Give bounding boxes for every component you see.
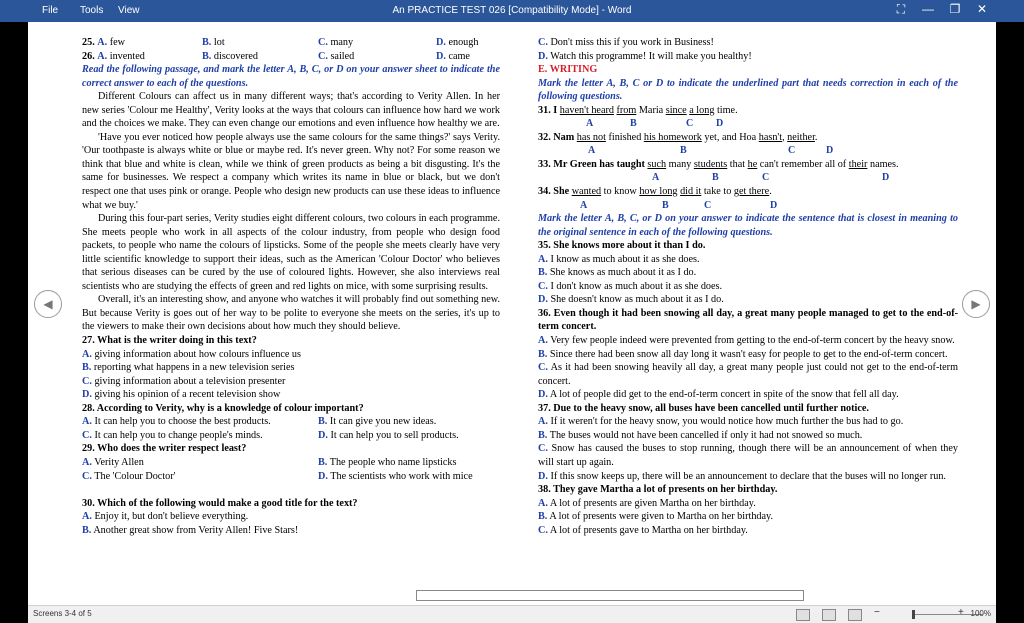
question-30: 30. Which of the following would make a good title for the text? <box>82 497 358 509</box>
q31-letters: A B C D <box>586 118 724 130</box>
passage-paragraph-1: Different Colours can affect us in many different ways; that's according to Verity Allen. In her new series 'Colour me Healthy', Verity looks at the ways that colours can influence how hard we work and the choices we make. They can even change our emotions and even influence how healthy we are. <box>82 91 500 130</box>
section-heading-writing: E. WRITING <box>538 64 598 76</box>
q28-options-cd: C. It can help you to change people's minds. D. It can help you to sell products. <box>82 429 459 441</box>
menu-tools[interactable]: Tools <box>80 5 104 16</box>
question-27: 27. What is the writer doing in this text? <box>82 335 257 347</box>
left-column <box>82 36 500 537</box>
q38-option-a: A. A lot of presents are given Martha on her birthday. <box>538 497 756 509</box>
page-counter: Screens 3-4 of 5 <box>33 609 92 618</box>
q36-option-b: B. Since there had been snow all day long it wasn't easy for people to get to the end-of-term concert. <box>538 348 948 360</box>
q27-option-a: A. giving information about how colours influence us <box>82 348 301 360</box>
question-28: 28. According to Verity, why is a knowledge of colour important? <box>82 402 364 414</box>
next-screen-icon[interactable]: ▶ <box>962 290 990 318</box>
question-25: 25. A. few B. lot C. many D. enough <box>82 37 479 48</box>
question-35: 35. She knows more about it than I do. <box>538 240 706 252</box>
q37-option-c: C. Snow has caused the buses to stop running, though there will be an announcement of when they will start up again. <box>538 443 958 468</box>
q30-option-c: C. Don't miss this if you work in Business! <box>538 37 714 48</box>
passage-paragraph-3: During this four-part series, Verity studies eight different colours, two colours in each programme. She meets people who work in all aspects of the colour industry, from people who design food packets, to people who name the colours of lipsticks. Some of the people she meets clearly have very little scientific knowledge to support their ideas, such as the American 'Colour Doctor' who believes that serious diseases can be cured by the use of coloured lights. However, she also interviews real scientists who are studying the effects of green and red lights on mice, with some surprising results. <box>82 213 500 292</box>
q36-option-d: D. A lot of people did get to the end-of-term concert in spite of the snow that fell all day. <box>538 389 899 401</box>
instruction-reading: Read the following passage, and mark the letter A, B, C, or D on your answer sheet to indicate the correct answer to each of the questions. <box>82 64 500 89</box>
q36-option-c: C. As it had been snowing heavily all day, a great many people just could not get to the end-of-term concert. <box>538 362 959 387</box>
horizontal-scrollbar[interactable] <box>416 590 804 601</box>
passage-paragraph-2: 'Have you ever noticed how people always use the same colours for the same things?' says Verity. 'Our toothpaste is always white or blue or maybe red. It's never green. Why not? For some reason we think that blue and white is clean, while we think of green products as being a bit disgusting. It's the same for businesses. We respect a company which writes its name in blue or black, but we don't respect one that uses pink or orange. People who design new products can use these ideas to influence what we buy.' <box>82 131 500 211</box>
q35-option-c: C. I don't know as much about it as she does. <box>538 280 723 292</box>
question-37: 37. Due to the heavy snow, all buses have been cancelled until further notice. <box>538 402 869 414</box>
q37-option-a: A. If it weren't for the heavy snow, you would notice how much further the bus had to go. <box>538 416 904 428</box>
question-31: 31. I haven't heard from Maria since a long time. <box>538 104 738 116</box>
q27-option-c: C. giving information about a television presenter <box>82 375 286 387</box>
focus-mode-icon[interactable]: ⛶ <box>896 2 906 16</box>
window-title: An PRACTICE TEST 026 [Compatibility Mode] - Word <box>392 5 632 16</box>
q28-options-ab: A. It can help you to choose the best products. B. It can give you new ideas. <box>82 416 437 428</box>
question-38: 38. They gave Martha a lot of presents on her birthday. <box>538 484 778 496</box>
menu-view[interactable]: View <box>118 5 140 16</box>
q30-option-b: B. Another great show from Verity Allen! Five Stars! <box>82 524 299 536</box>
web-layout-icon[interactable] <box>848 609 862 621</box>
q37-option-d: D. If this snow keeps up, there will be an announcement to declare that the buses will no longer run. <box>538 470 946 482</box>
previous-screen-icon[interactable]: ◀ <box>34 290 62 318</box>
q36-option-a: A. Very few people indeed were prevented from getting to the end-of-term concert by the heavy snow. <box>538 335 955 347</box>
menu-file[interactable]: File <box>42 5 59 16</box>
q34-letters: A B C D <box>580 199 778 211</box>
q37-option-b: B. The buses would not have been cancelled if only it had not snowed so much. <box>538 429 863 441</box>
question-33: 33. Mr Green has taught such many students that he can't remember all of their names. <box>538 158 899 170</box>
q38-option-b: B. A lot of presents were given to Martha on her birthday. <box>538 511 774 523</box>
read-mode-icon[interactable] <box>796 609 810 621</box>
question-32: 32. Nam has not finished his homework yet, and Hoa hasn't, neither. <box>538 131 818 143</box>
print-layout-icon[interactable] <box>822 609 836 621</box>
q38-option-c: C. A lot of presents gave to Martha on her birthday. <box>538 524 748 536</box>
right-column <box>538 36 958 537</box>
question-36: 36. Even though it had been snowing all day, a great many people managed to get to the end-of-term concert. <box>538 307 958 333</box>
question-26: 26. A. invented B. discovered C. sailed D. came <box>82 50 470 62</box>
minimize-icon[interactable]: — <box>922 2 934 16</box>
instruction-correction: Mark the letter A, B, C or D to indicate the underlined part that needs correction in each of the following questions. <box>538 77 958 103</box>
q30-option-d: D. Watch this programme! It will make you healthy! <box>538 50 752 62</box>
q33-letters: A B C D <box>652 172 890 184</box>
zoom-in-icon[interactable]: + <box>958 607 964 618</box>
passage-paragraph-4: Overall, it's an interesting show, and anyone who watches it will probably find out something new. But because Verity is goes out of her way to be polite to everyone she meets on the series, it's up to the viewers to make their own decisions about how much they should believe. <box>82 294 500 333</box>
right-margin <box>996 22 1024 622</box>
q30-option-a: A. Enjoy it, but don't believe everything. <box>82 511 249 523</box>
restore-icon[interactable]: ❐ <box>949 2 961 16</box>
document-page[interactable] <box>28 22 996 605</box>
q29-options-ab: A. Verity Allen B. The people who name lipsticks <box>82 456 457 468</box>
title-bar <box>0 0 1024 22</box>
status-bar <box>28 605 996 623</box>
zoom-slider-thumb[interactable] <box>912 610 915 619</box>
q27-option-d: D. giving his opinion of a recent television show <box>82 389 281 401</box>
close-icon[interactable]: ✕ <box>976 2 988 16</box>
left-margin <box>0 22 28 622</box>
q32-letters: A B C D <box>588 145 834 157</box>
q35-option-b: B. She knows as much about it as I do. <box>538 267 697 279</box>
instruction-closest-meaning: Mark the letter A, B, C, or D on your answer to indicate the sentence that is closest in meaning to the original sentence in each of the following questions. <box>538 213 958 238</box>
zoom-out-icon[interactable]: − <box>874 607 880 618</box>
q29-options-cd: C. The 'Colour Doctor' D. The scientists who work with mice <box>82 470 473 482</box>
question-29: 29. Who does the writer respect least? <box>82 443 247 455</box>
q35-option-a: A. I know as much about it as she does. <box>538 253 700 265</box>
question-34: 34. She wanted to know how long did it take to get there. <box>538 186 772 198</box>
q27-option-b: B. reporting what happens in a new television series <box>82 362 295 374</box>
zoom-level[interactable]: 100% <box>970 609 991 618</box>
q35-option-d: D. She doesn't know as much about it as I do. <box>538 294 724 306</box>
